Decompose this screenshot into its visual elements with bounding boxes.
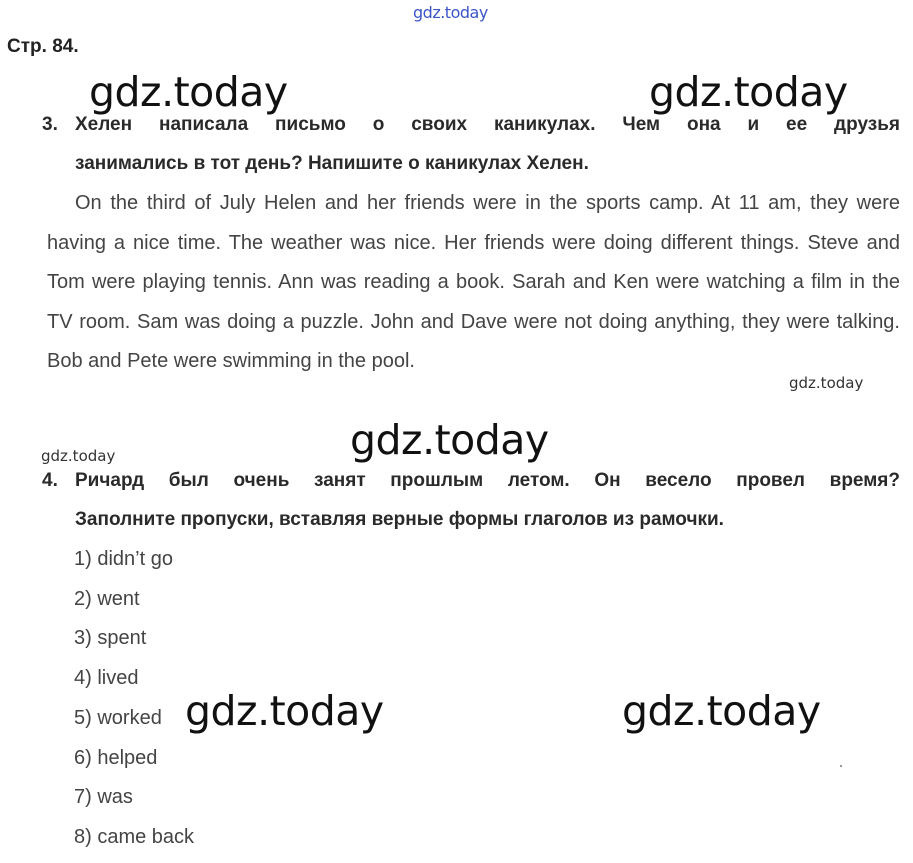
answer-item: 7) was [74, 786, 133, 809]
watermark-large: gdz.today [185, 687, 384, 735]
watermark-small: gdz.today [41, 447, 116, 465]
watermark-large: gdz.today [649, 68, 848, 116]
watermark-top: gdz.today [413, 3, 488, 22]
answer-item: 8) came back [74, 825, 195, 848]
answer-item: 6) helped [74, 746, 158, 769]
answer-item: 1) didn’t go [74, 548, 173, 570]
watermark-large: gdz.today [350, 416, 549, 464]
task-4-heading-line2: Заполните пропуски, вставляя верные формы глаголов из рамочки. [75, 509, 724, 530]
page-reference: Стр. 84. [7, 36, 79, 57]
task-4-number: 4. [42, 470, 58, 491]
watermark-large: gdz.today [622, 687, 821, 735]
watermark-large: gdz.today [89, 68, 288, 116]
watermark-small: gdz.today [789, 374, 864, 392]
task-3-number: 3. [42, 114, 58, 135]
answer-item: 5) worked [74, 706, 162, 729]
answer-item: 4) lived [74, 667, 139, 690]
task-3-heading-line2: занимались в тот день? Напишите о каникулах Хелен. [75, 153, 589, 174]
answer-item: 2) went [74, 587, 140, 610]
task-4-heading [42, 461, 900, 539]
task-4-answer-list [74, 540, 194, 858]
answer-item: 3) spent [74, 627, 147, 650]
task-4-heading-line1: Ричард был очень занят прошлым летом. Он весело провел время? [75, 470, 900, 491]
task-3-heading [42, 105, 900, 183]
task-3-heading-line1: Хелен написала письмо о своих каникулах. Чем она и ее друзья [75, 114, 900, 135]
task-3-answer: On the third of July Helen and her friends were in the sports camp. At 11 am, they were having a nice time. The weather was nice. Her friends were doing different things. Steve and Tom were playing tennis. Ann was reading a book. Sarah and Ken were watching a film in the TV room. Sam was doing a puzzle. John and Dave were not doing anything, they were talking. Bob and Pete were swimming in the pool. [47, 192, 900, 373]
speck-mark [840, 765, 842, 767]
